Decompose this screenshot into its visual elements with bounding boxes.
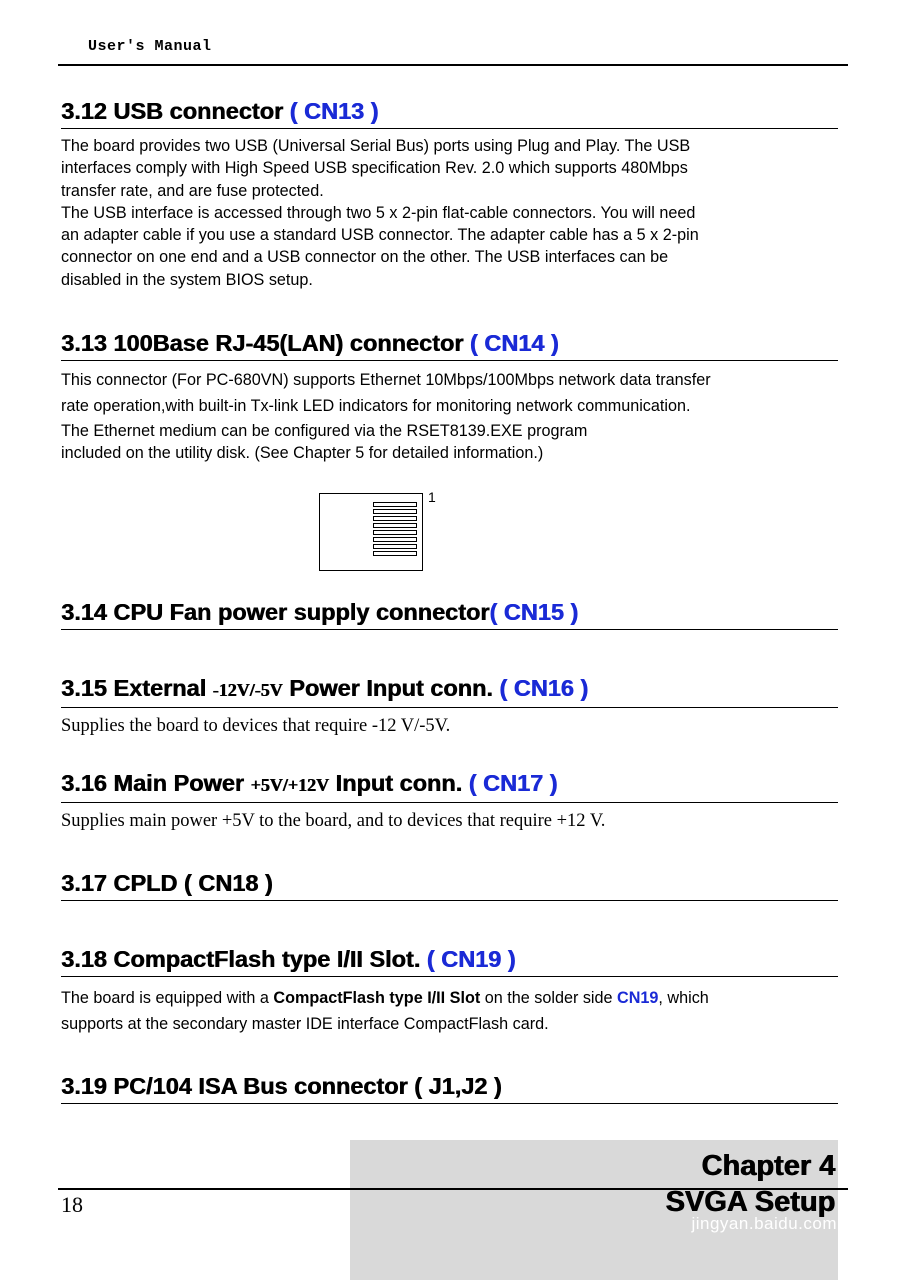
section-3-18-heading [61, 944, 838, 977]
page-number: 18 [61, 1192, 83, 1217]
section-3-15-title-pre: 3.15 External [61, 675, 213, 701]
body-line: interfaces comply with High Speed USB specification Rev. 2.0 which supports 480Mbps [61, 159, 688, 178]
section-3-14 [61, 597, 838, 630]
pin-row [373, 530, 417, 535]
pin-row [373, 544, 417, 549]
pin-row [373, 509, 417, 514]
section-3-12-title: 3.12 USB connector [61, 98, 290, 124]
section-3-16-title-pre: 3.16 Main Power [61, 770, 251, 796]
section-3-18-code: ( CN19 ) [426, 946, 516, 972]
pin-row [373, 502, 417, 507]
section-3-14-heading [61, 597, 838, 630]
section-3-15-body: Supplies the board to devices that require -12 V/-5V. [61, 716, 451, 736]
lan-connector-diagram [319, 493, 423, 571]
pin-row [373, 551, 417, 556]
section-3-13-code: ( CN14 ) [469, 330, 559, 356]
body-line: connector on one end and a USB connector on the other. The USB interfaces can be [61, 248, 669, 267]
chapter-number: Chapter 4 [701, 1150, 835, 1182]
section-3-18-title: 3.18 CompactFlash type I/II Slot. [61, 946, 427, 972]
section-3-13-title: 3.13 100Base RJ-45(LAN) connector [61, 330, 470, 356]
section-3-16-code: ( CN17 ) [468, 770, 558, 796]
watermark-text: jingyan.baidu.com [691, 1214, 837, 1233]
body-line: supports at the secondary master IDE interface CompactFlash card. [61, 1015, 549, 1033]
body-code-text: CN19 [617, 989, 659, 1007]
section-3-17 [61, 868, 838, 901]
body-line: transfer rate, and are fuse protected. [61, 181, 324, 200]
section-3-17-heading: 3.17 CPLD ( CN18 ) [61, 868, 838, 901]
body-text: on the solder side [480, 989, 618, 1007]
section-3-15-heading [61, 673, 838, 708]
body-line: The board provides two USB (Universal Serial Bus) ports using Plug and Play. The USB [61, 137, 691, 155]
section-3-12 [61, 96, 838, 291]
section-3-16 [61, 768, 838, 833]
section-3-15-voltage: -12V/-5V [212, 680, 283, 700]
body-line: This connector (For PC-680VN) supports Ethernet 10Mbps/100Mbps network data transfer [61, 371, 711, 389]
pin-row [373, 523, 417, 528]
section-3-16-title-post: Input conn. [328, 770, 469, 796]
section-3-19 [61, 1071, 838, 1104]
section-3-13-heading [61, 328, 838, 361]
section-3-19-heading: 3.19 PC/104 ISA Bus connector ( J1,J2 ) [61, 1071, 838, 1104]
pin-1-label: 1 [428, 489, 436, 505]
section-3-15 [61, 673, 838, 738]
pin-row [373, 537, 417, 542]
section-3-13 [61, 328, 838, 463]
section-3-14-code: ( CN15 ) [489, 599, 579, 625]
section-3-18 [61, 944, 838, 1037]
body-line [61, 985, 838, 1011]
section-3-12-heading [61, 96, 838, 129]
section-3-16-body: Supplies main power +5V to the board, and to devices that require +12 V. [61, 811, 606, 831]
section-3-12-body [61, 135, 838, 291]
section-3-12-code: ( CN13 ) [289, 98, 379, 124]
section-3-15-code: ( CN16 ) [499, 675, 589, 701]
section-3-16-heading [61, 768, 838, 803]
pin-row [373, 516, 417, 521]
chapter-name: SVGA Setup [665, 1186, 835, 1218]
body-bold-text: CompactFlash type I/II Slot [273, 989, 481, 1007]
body-line: rate operation,with built-in Tx-link LED indicators for monitoring network communication. [61, 397, 691, 415]
header-divider [58, 64, 848, 66]
section-3-18-body [61, 985, 838, 1037]
manual-header-title: User's Manual [88, 38, 212, 55]
body-line: disabled in the system BIOS setup. [61, 270, 313, 289]
body-text: , which [658, 989, 709, 1007]
next-chapter-title [665, 1148, 835, 1220]
body-line: included on the utility disk. (See Chapter 5 for detailed information.) [61, 444, 544, 462]
body-line: The Ethernet medium can be configured via the RSET8139.EXE program [61, 422, 588, 440]
section-3-13-body [61, 367, 838, 463]
body-line: The USB interface is accessed through two 5 x 2-pin flat-cable connectors. You will need [61, 203, 696, 222]
section-3-15-title-post: Power Input conn. [282, 675, 500, 701]
section-3-16-voltage: +5V/+12V [250, 775, 329, 795]
section-3-14-title: 3.14 CPU Fan power supply connector [61, 599, 490, 625]
body-text: The board is equipped with a [61, 989, 274, 1007]
body-line: an adapter cable if you use a standard USB connector. The adapter cable has a 5 x 2-pin [61, 226, 699, 245]
